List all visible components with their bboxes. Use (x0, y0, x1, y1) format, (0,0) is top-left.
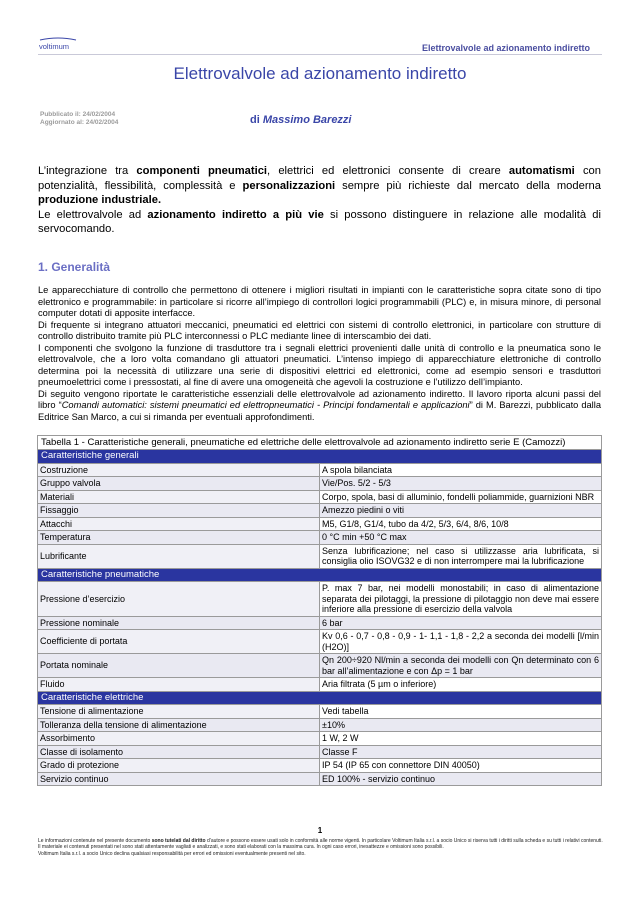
row-label: Assorbimento (38, 732, 320, 746)
row-label: Costruzione (38, 463, 320, 477)
row-label: Lubrificante (38, 544, 320, 568)
body-paragraph-4: Di seguito vengono riportate le caratteristiche essenziali delle elettrovalvole ad azionamento indiretto. Il lavoro riporta alcuni passi del libro “Comandi automatici: sistemi pneumatici ed elettropneumatici - Principi fondamentali e applicazioni” di M. Barezzi, pubblicato dalla Editrice San Marco, a cui si rimanda per eventuali approfondimenti. (38, 388, 601, 423)
table-row (38, 705, 602, 719)
table-row (38, 544, 602, 568)
published-date: Pubblicato il: 24/02/2004 (40, 111, 116, 118)
section-header-row (38, 568, 602, 582)
table-row (38, 504, 602, 518)
table-caption: Tabella 1 - Caratteristiche generali, pneumatiche ed elettriche delle elettrovalvole ad azionamento indiretto serie E (Camozzi) (38, 436, 602, 450)
table-row (38, 745, 602, 759)
voltimum-logo (38, 37, 78, 51)
body-paragraph-1: Le apparecchiature di controllo che permettono di ottenere i migliori risultati in impianti con le caratteristiche sopra citate sono di tipo elettronico e programmabile: in particolare si ricorre all’impiego di controllori logici programmabili (PLC) e, in misura minore, di personal computer dotati di apposite interfacce. (38, 285, 601, 319)
table-row (38, 718, 602, 732)
table-row (38, 616, 602, 630)
disclaimer-line-2: Il materiale ei contenuti presentati nel sono stati attentamente vagliati e analizzati, e sono stati elaborati con la massima cura. In ogni caso errori, inesattezze e omissioni sono possibili. (38, 844, 444, 851)
table-row (38, 490, 602, 504)
updated-date: Aggiornato al: 24/02/2004 (40, 119, 119, 126)
row-value: ±10% (320, 718, 602, 732)
row-value: ED 100% - servizio continuo (320, 772, 602, 786)
section-header-row (38, 691, 602, 705)
row-value: Amezzo piedini o viti (320, 504, 602, 518)
byline (250, 114, 352, 126)
logo-text: voltimum (39, 42, 70, 51)
row-label: Gruppo valvola (38, 477, 320, 491)
row-value: IP 54 (IP 65 con connettore DIN 40050) (320, 759, 602, 773)
header-title: Elettrovalvole ad azionamento indiretto (421, 43, 590, 53)
row-label: Portata nominale (38, 654, 320, 678)
general-header: Caratteristiche generali (38, 450, 602, 464)
electrical-header: Caratteristiche elettriche (38, 691, 602, 705)
header-divider (38, 54, 602, 55)
row-label: Grado di protezione (38, 759, 320, 773)
row-value: 6 bar (320, 616, 602, 630)
section-title-generalita: 1. Generalità (38, 260, 111, 274)
byline-prefix: di (250, 114, 260, 126)
table-row (38, 477, 602, 491)
row-label: Temperatura (38, 531, 320, 545)
author-name: Massimo Barezzi (262, 114, 352, 126)
disclaimer-line-1: Le informazioni contenute nel presente documento sono tutelati dal diritto d’autore e possono essere usati solo in conformità alle norme vigenti. In particolare Voltimum Italia s.r.l. a socio Unico si riserva tutti i diritti sulla scheda e su tutti i relativi contenuti. (38, 838, 603, 844)
table-row (38, 582, 602, 617)
row-value: Kv 0,6 - 0,7 - 0,8 - 0,9 - 1- 1,1 - 1,8 - 2,2 a seconda dei modelli [l/min (H2O)] (320, 630, 602, 654)
footer-disclaimer (38, 838, 603, 857)
body-paragraph-2: Di frequente si integrano attuatori meccanici, pneumatici ed elettrici con sistemi di controllo elettronici, in particolare con strutture di controllo distribuito tramite più PLC interconnessi o PLC mediante linee di interscambio dei dati. (38, 319, 601, 342)
body-paragraph-3: I componenti che svolgono la funzione di trasduttore tra i segnali elettrici provenienti dalle unità di controllo e la pneumatica sono le elettrovalvole, che a loro volta comandano gli attuatori pneumatici. L’intenso impiego di apparecchiature elettroniche di controllo determina poi la necessità di utilizzare una serie di dispositivi elettrici ed elettronici, come ad esempio sensori e trasduttori pneumoelettrici come i pressostati, al fine di avere una omogeneità che agevoli la costruzione e l’utilizzo dell’impianto. (38, 342, 601, 388)
row-value: Classe F (320, 745, 602, 759)
document-title: Elettrovalvole ad azionamento indiretto (173, 64, 467, 83)
intro-text (38, 164, 601, 237)
table-row (38, 732, 602, 746)
row-value: P. max 7 bar, nei modelli monostabili; in caso di alimentazione separata dei pilotaggi, la pressione di pilotaggio non deve mai essere inferiore alla pressione di esercizio della valvola (320, 582, 602, 617)
row-label: Classe di isolamento (38, 745, 320, 759)
row-value: Corpo, spola, basi di alluminio, fondelli poliammide, guarnizioni NBR (320, 490, 602, 504)
table-row (38, 517, 602, 531)
table-row (38, 759, 602, 773)
row-label: Fluido (38, 678, 320, 692)
spec-table (37, 435, 602, 786)
row-label: Materiali (38, 490, 320, 504)
row-label: Pressione d’esercizio (38, 582, 320, 617)
row-label: Attacchi (38, 517, 320, 531)
logo-icon (38, 37, 78, 51)
row-label: Tensione di alimentazione (38, 705, 320, 719)
disclaimer-line-3: Voltimum Italia s.r.l. a socio Unico declina qualsiasi responsabilità per errori ed omissioni eventualmente presenti nel sito. (38, 850, 306, 857)
pneumatic-header: Caratteristiche pneumatiche (38, 568, 602, 582)
table-row (38, 772, 602, 786)
intro-paragraph-2: Le elettrovalvole ad azionamento indiretto a più vie si possono distinguere in relazione alle modalità di servocomando. (38, 208, 601, 236)
table-row (38, 654, 602, 678)
page-number: 1 (317, 826, 323, 835)
row-value: Senza lubrificazione; nel caso si utilizzasse aria lubrificata, si consiglia olio ISOVG32 e di non interrompere mai la lubrificazione (320, 544, 602, 568)
row-value: Vie/Pos. 5/2 - 5/3 (320, 477, 602, 491)
intro-paragraph-1: L’integrazione tra componenti pneumatici, elettrici ed elettronici consente di creare automatismi con potenzialità, flessibilità, complessità e personalizzazioni sempre più richieste dal mercato della moderna produzione industriale. (38, 165, 601, 207)
row-value: A spola bilanciata (320, 463, 602, 477)
row-label: Servizio continuo (38, 772, 320, 786)
row-value: 0 °C min +50 °C max (320, 531, 602, 545)
row-value: M5, G1/8, G1/4, tubo da 4/2, 5/3, 6/4, 8/6, 10/8 (320, 517, 602, 531)
row-value: Qn 200÷920 Nl/min a seconda dei modelli con Qn determinato con 6 bar all’alimentazione e con Δp = 1 bar (320, 654, 602, 678)
table-row (38, 463, 602, 477)
section-body (38, 285, 601, 424)
table-row (38, 531, 602, 545)
row-label: Pressione nominale (38, 616, 320, 630)
table-row (38, 678, 602, 692)
row-value: 1 W, 2 W (320, 732, 602, 746)
section-header-row (38, 450, 602, 464)
publication-info (40, 111, 118, 127)
row-value: Aria filtrata (5 µm o inferiore) (320, 678, 602, 692)
row-value: Vedi tabella (320, 705, 602, 719)
table-caption-row (38, 436, 602, 450)
row-label: Fissaggio (38, 504, 320, 518)
row-label: Tolleranza della tensione di alimentazione (38, 718, 320, 732)
table-row (38, 630, 602, 654)
row-label: Coefficiente di portata (38, 630, 320, 654)
